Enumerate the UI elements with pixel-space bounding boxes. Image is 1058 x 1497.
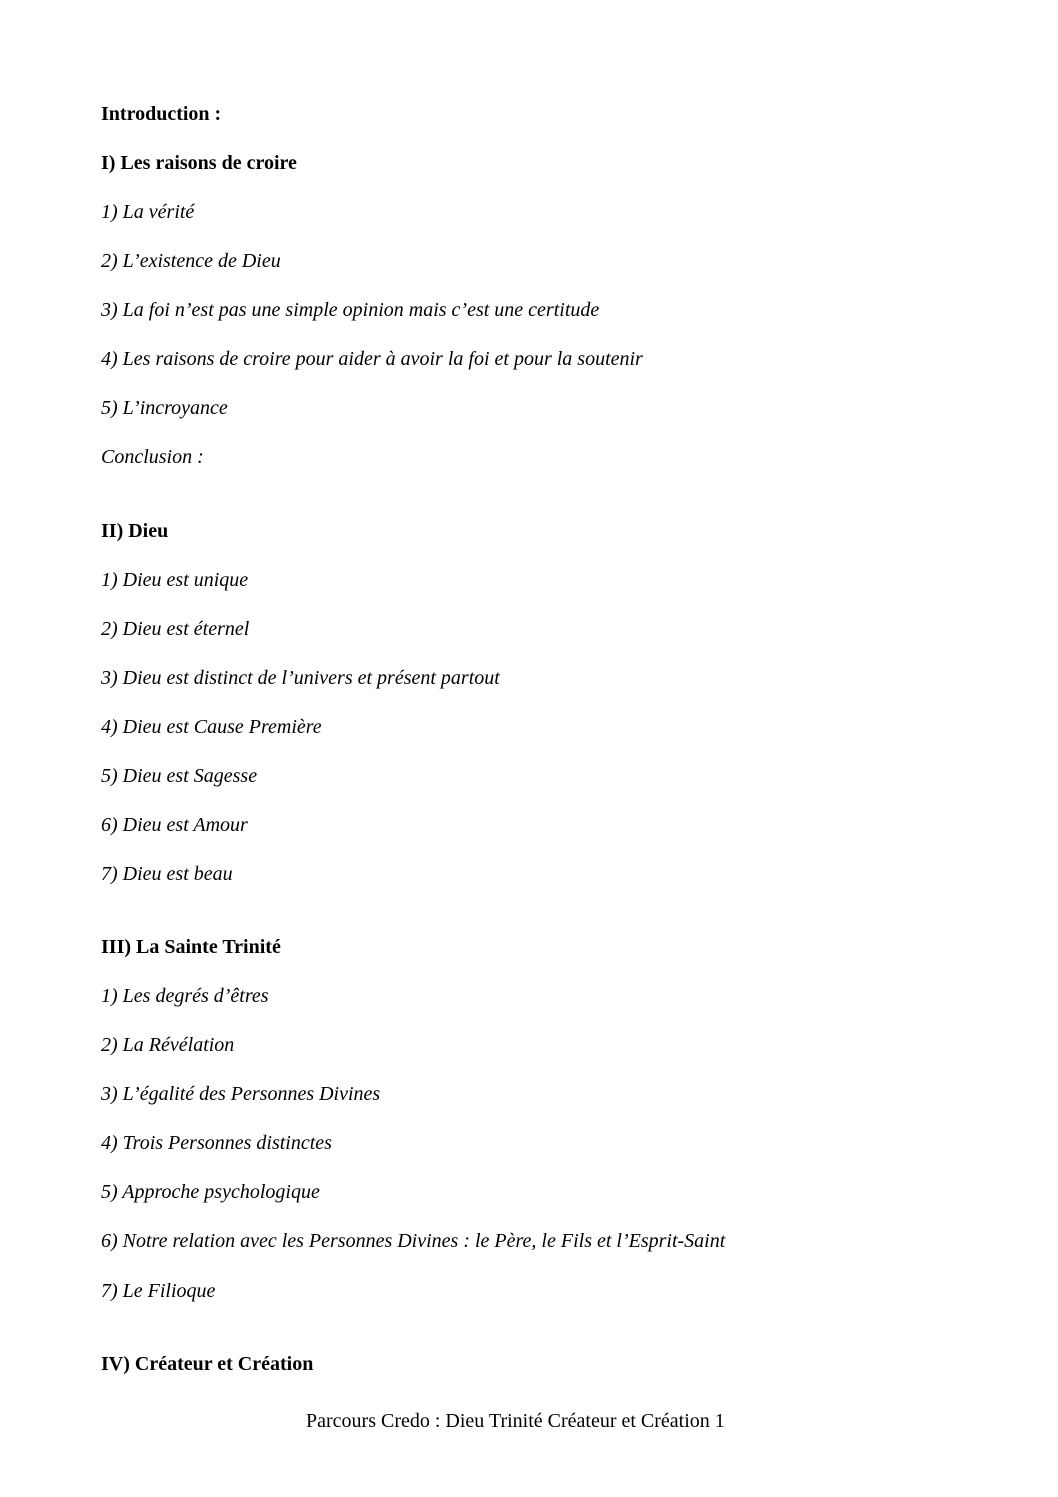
page-footer: Parcours Credo : Dieu Trinité Créateur et Création 1	[306, 1410, 725, 1432]
section-heading: I) Les raisons de croire	[101, 152, 297, 174]
list-item: 5) Dieu est Sagesse	[101, 765, 258, 787]
list-item: 6) Notre relation avec les Personnes Divines : le Père, le Fils et l’Esprit-Saint	[101, 1230, 726, 1252]
list-item: 6) Dieu est Amour	[101, 814, 248, 836]
list-item: 4) Dieu est Cause Première	[101, 716, 322, 738]
list-item: 1) Les degrés d’êtres	[101, 985, 269, 1007]
list-item: 3) Dieu est distinct de l’univers et présent partout	[101, 667, 500, 689]
list-item: 5) L’incroyance	[101, 397, 228, 419]
list-item: 4) Trois Personnes distinctes	[101, 1132, 332, 1154]
section-heading: IV) Créateur et Création	[101, 1353, 314, 1375]
list-item: 5) Approche psychologique	[101, 1181, 320, 1203]
list-item: 7) Le Filioque	[101, 1280, 216, 1302]
list-item: Conclusion :	[101, 446, 204, 468]
list-item: 2) Dieu est éternel	[101, 618, 250, 640]
list-item: 4) Les raisons de croire pour aider à avoir la foi et pour la soutenir	[101, 348, 643, 370]
list-item: 2) La Révélation	[101, 1034, 235, 1056]
section-heading: III) La Sainte Trinité	[101, 936, 281, 958]
list-item: 3) La foi n’est pas une simple opinion mais c’est une certitude	[101, 299, 600, 321]
section-heading: II) Dieu	[101, 520, 169, 542]
list-item: 1) Dieu est unique	[101, 569, 249, 591]
intro-heading: Introduction :	[101, 103, 222, 125]
list-item: 1) La vérité	[101, 201, 195, 223]
list-item: 3) L’égalité des Personnes Divines	[101, 1083, 381, 1105]
list-item: 7) Dieu est beau	[101, 863, 233, 885]
list-item: 2) L’existence de Dieu	[101, 250, 281, 272]
